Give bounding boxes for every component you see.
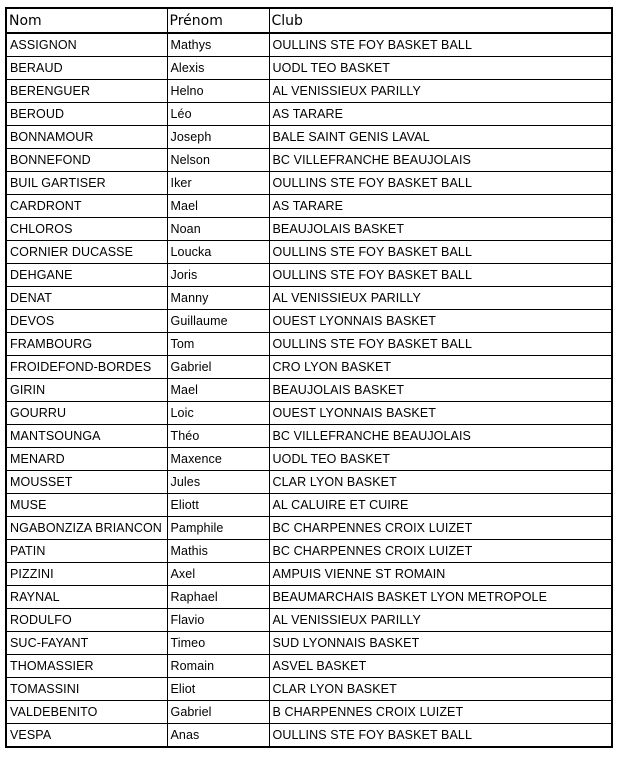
cell-club: UODL TEO BASKET xyxy=(269,448,612,471)
cell-club: ASVEL BASKET xyxy=(269,655,612,678)
table-row xyxy=(6,586,612,609)
table-header-row xyxy=(6,8,612,33)
cell-club: OULLINS STE FOY BASKET BALL xyxy=(269,333,612,356)
cell-prenom: Alexis xyxy=(167,57,269,80)
cell-nom: BERAUD xyxy=(6,57,167,80)
cell-club: UODL TEO BASKET xyxy=(269,57,612,80)
cell-nom: DEHGANE xyxy=(6,264,167,287)
table-row xyxy=(6,264,612,287)
cell-nom: VALDEBENITO xyxy=(6,701,167,724)
cell-club: OULLINS STE FOY BASKET BALL xyxy=(269,33,612,57)
table-row xyxy=(6,494,612,517)
table-body xyxy=(6,33,612,747)
cell-prenom: Gabriel xyxy=(167,701,269,724)
cell-prenom: Axel xyxy=(167,563,269,586)
cell-club: CLAR LYON BASKET xyxy=(269,471,612,494)
cell-prenom: Romain xyxy=(167,655,269,678)
table-row xyxy=(6,471,612,494)
cell-club: CRO LYON BASKET xyxy=(269,356,612,379)
cell-prenom: Iker xyxy=(167,172,269,195)
cell-prenom: Mathis xyxy=(167,540,269,563)
cell-nom: ASSIGNON xyxy=(6,33,167,57)
cell-nom: FROIDEFOND-BORDES xyxy=(6,356,167,379)
cell-prenom: Raphael xyxy=(167,586,269,609)
cell-nom: SUC-FAYANT xyxy=(6,632,167,655)
table-row xyxy=(6,172,612,195)
table-row xyxy=(6,425,612,448)
cell-nom: FRAMBOURG xyxy=(6,333,167,356)
cell-nom: GIRIN xyxy=(6,379,167,402)
cell-prenom: Gabriel xyxy=(167,356,269,379)
cell-nom: DEVOS xyxy=(6,310,167,333)
table-row xyxy=(6,287,612,310)
table-row xyxy=(6,632,612,655)
cell-nom: VESPA xyxy=(6,724,167,748)
cell-prenom: Joris xyxy=(167,264,269,287)
cell-prenom: Jules xyxy=(167,471,269,494)
cell-club: BEAUJOLAIS BASKET xyxy=(269,218,612,241)
cell-nom: MUSE xyxy=(6,494,167,517)
header-nom: Nom xyxy=(6,8,167,33)
table-row xyxy=(6,379,612,402)
cell-prenom: Noan xyxy=(167,218,269,241)
table-row xyxy=(6,33,612,57)
cell-nom: BERENGUER xyxy=(6,80,167,103)
cell-club: OUEST LYONNAIS BASKET xyxy=(269,310,612,333)
cell-club: AL CALUIRE ET CUIRE xyxy=(269,494,612,517)
cell-prenom: Léo xyxy=(167,103,269,126)
cell-nom: TOMASSINI xyxy=(6,678,167,701)
cell-club: OULLINS STE FOY BASKET BALL xyxy=(269,172,612,195)
cell-nom: GOURRU xyxy=(6,402,167,425)
player-roster-table xyxy=(5,7,613,748)
cell-nom: MENARD xyxy=(6,448,167,471)
cell-club: AS TARARE xyxy=(269,103,612,126)
cell-club: BALE SAINT GENIS LAVAL xyxy=(269,126,612,149)
table-row xyxy=(6,310,612,333)
cell-club: OULLINS STE FOY BASKET BALL xyxy=(269,724,612,748)
cell-prenom: Tom xyxy=(167,333,269,356)
table-row xyxy=(6,356,612,379)
table-row xyxy=(6,402,612,425)
cell-prenom: Timeo xyxy=(167,632,269,655)
cell-prenom: Mael xyxy=(167,379,269,402)
cell-prenom: Joseph xyxy=(167,126,269,149)
cell-prenom: Maxence xyxy=(167,448,269,471)
cell-prenom: Flavio xyxy=(167,609,269,632)
table-row xyxy=(6,103,612,126)
cell-club: BC CHARPENNES CROIX LUIZET xyxy=(269,517,612,540)
table-row xyxy=(6,563,612,586)
cell-nom: THOMASSIER xyxy=(6,655,167,678)
cell-club: SUD LYONNAIS BASKET xyxy=(269,632,612,655)
cell-club: AS TARARE xyxy=(269,195,612,218)
cell-club: BEAUJOLAIS BASKET xyxy=(269,379,612,402)
table-row xyxy=(6,218,612,241)
cell-nom: RODULFO xyxy=(6,609,167,632)
cell-club: AL VENISSIEUX PARILLY xyxy=(269,609,612,632)
cell-nom: DENAT xyxy=(6,287,167,310)
cell-nom: MOUSSET xyxy=(6,471,167,494)
table-row xyxy=(6,195,612,218)
cell-club: BC VILLEFRANCHE BEAUJOLAIS xyxy=(269,149,612,172)
cell-prenom: Anas xyxy=(167,724,269,748)
cell-nom: CARDRONT xyxy=(6,195,167,218)
table-row xyxy=(6,724,612,748)
table-row xyxy=(6,149,612,172)
table-row xyxy=(6,241,612,264)
table-row xyxy=(6,540,612,563)
cell-club: BEAUMARCHAIS BASKET LYON METROPOLE xyxy=(269,586,612,609)
cell-nom: BONNEFOND xyxy=(6,149,167,172)
cell-club: BC VILLEFRANCHE BEAUJOLAIS xyxy=(269,425,612,448)
cell-nom: CORNIER DUCASSE xyxy=(6,241,167,264)
cell-prenom: Nelson xyxy=(167,149,269,172)
cell-club: AL VENISSIEUX PARILLY xyxy=(269,287,612,310)
header-prenom: Prénom xyxy=(167,8,269,33)
cell-prenom: Loucka xyxy=(167,241,269,264)
cell-prenom: Pamphile xyxy=(167,517,269,540)
table-row xyxy=(6,701,612,724)
cell-club: AL VENISSIEUX PARILLY xyxy=(269,80,612,103)
cell-prenom: Manny xyxy=(167,287,269,310)
cell-prenom: Eliott xyxy=(167,494,269,517)
cell-club: BC CHARPENNES CROIX LUIZET xyxy=(269,540,612,563)
table-row xyxy=(6,678,612,701)
cell-nom: PATIN xyxy=(6,540,167,563)
cell-prenom: Eliot xyxy=(167,678,269,701)
header-club: Club xyxy=(269,8,612,33)
cell-nom: PIZZINI xyxy=(6,563,167,586)
cell-nom: MANTSOUNGA xyxy=(6,425,167,448)
cell-club: OULLINS STE FOY BASKET BALL xyxy=(269,241,612,264)
cell-nom: CHLOROS xyxy=(6,218,167,241)
cell-nom: RAYNAL xyxy=(6,586,167,609)
cell-club: OULLINS STE FOY BASKET BALL xyxy=(269,264,612,287)
table-row xyxy=(6,126,612,149)
cell-club: AMPUIS VIENNE ST ROMAIN xyxy=(269,563,612,586)
cell-nom: BEROUD xyxy=(6,103,167,126)
cell-club: B CHARPENNES CROIX LUIZET xyxy=(269,701,612,724)
cell-nom: BUIL GARTISER xyxy=(6,172,167,195)
cell-prenom: Mael xyxy=(167,195,269,218)
table-row xyxy=(6,448,612,471)
cell-nom: NGABONZIZA BRIANCON xyxy=(6,517,167,540)
table-row xyxy=(6,655,612,678)
cell-nom: BONNAMOUR xyxy=(6,126,167,149)
table-row xyxy=(6,517,612,540)
cell-prenom: Théo xyxy=(167,425,269,448)
table-row xyxy=(6,609,612,632)
cell-prenom: Loic xyxy=(167,402,269,425)
table-row xyxy=(6,333,612,356)
cell-prenom: Guillaume xyxy=(167,310,269,333)
table-row xyxy=(6,80,612,103)
cell-prenom: Mathys xyxy=(167,33,269,57)
table-row xyxy=(6,57,612,80)
cell-club: OUEST LYONNAIS BASKET xyxy=(269,402,612,425)
cell-club: CLAR LYON BASKET xyxy=(269,678,612,701)
cell-prenom: Helno xyxy=(167,80,269,103)
